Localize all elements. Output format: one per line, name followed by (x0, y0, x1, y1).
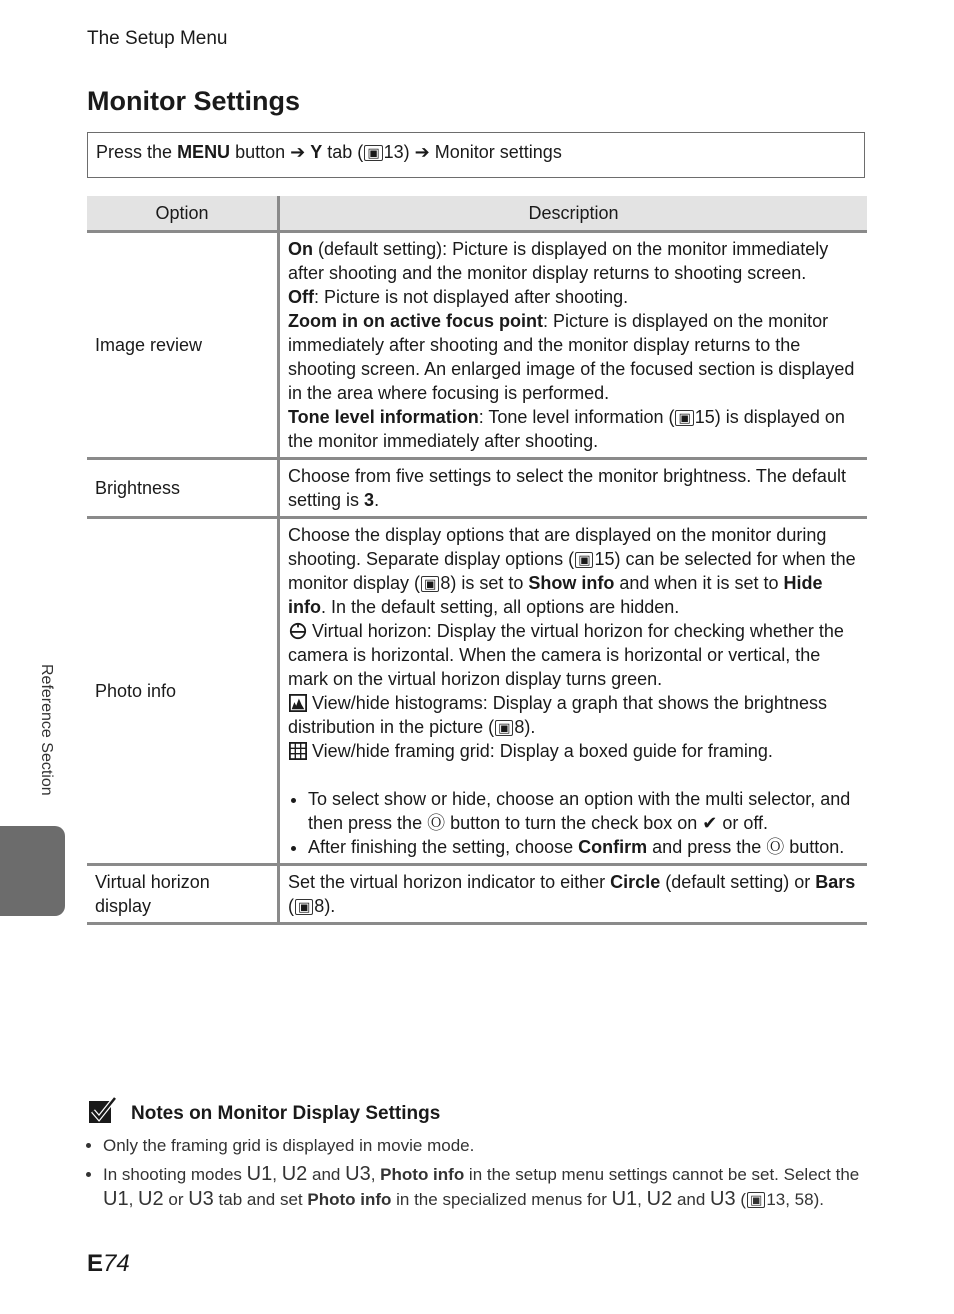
text-framing-grid: : Display a boxed guide for framing. (489, 741, 773, 761)
label-virtual-horizon: Virtual horizon (312, 621, 427, 641)
description-brightness (279, 459, 868, 518)
book-reference-icon: ▣ (364, 145, 382, 161)
virtual-horizon-icon (288, 622, 308, 640)
text-histograms-a: : Display a graph that shows the brightness distribution in the picture ( (288, 693, 827, 737)
mode-u2-icon: U2 (646, 1188, 673, 1210)
option-virtual-horizon-display: Virtual horizon display (87, 865, 279, 924)
description-image-review (279, 232, 868, 459)
framing-grid-icon (288, 742, 308, 760)
options-table (87, 196, 867, 925)
header-option: Option (87, 196, 279, 232)
mode-u3-icon: U3 (345, 1163, 371, 1185)
text-intro-e: . In the default setting, all options are hidden. (321, 597, 680, 617)
label-show-info: Show info (528, 573, 615, 593)
list-item: • After finishing the setting, choose Confirm and press the Ⓞ button. (308, 835, 859, 859)
book-reference-icon: ▣ (675, 410, 693, 426)
mode-u1-icon: U1 (246, 1163, 273, 1185)
reference-e-icon: E (87, 1250, 104, 1277)
list-item: • In shooting modes U1, U2 and U3, Photo info in the setup menu settings cannot be set. Select the U1, U2 or U3 tab and set Photo info in the specialized menus for U1, U2 and U3 ( ▣ 13, 58). (103, 1162, 867, 1212)
note-check-icon (88, 1096, 118, 1126)
arrow-icon: ➔ (290, 142, 306, 162)
text-on: (default setting): Picture is displayed on the monitor immediately after shooting and the monitor display returns to shooting screen. (288, 239, 829, 283)
mode-u3-icon: U3 (188, 1188, 214, 1210)
nav-ref-page: 13 (383, 142, 404, 162)
table-row-photo-info (87, 518, 867, 865)
label-zoom: Zoom in on active focus point (288, 311, 544, 331)
label-off: Off (288, 287, 314, 307)
nav-destination: Monitor settings (434, 142, 562, 162)
arrow-icon: ➔ (414, 142, 430, 162)
nav-prefix: Press the (96, 142, 173, 162)
label-tone: Tone level information (288, 407, 479, 427)
text-histograms-b: ). (524, 717, 536, 737)
book-reference-icon: ▣ (495, 720, 513, 736)
label-bars: Bars (815, 872, 856, 892)
histogram-icon (288, 694, 308, 712)
mode-u1-icon: U1 (103, 1188, 129, 1210)
section-tab-label: Reference Section (38, 664, 55, 796)
text-virtual-horizon: : Display the virtual horizon for checking whether the camera is horizontal. When the camera is horizontal or vertical, the mark on the virtual horizon display turns green. (288, 621, 844, 689)
list-item: • Only the framing grid is displayed in movie mode. (103, 1134, 867, 1158)
section-header: The Setup Menu (87, 28, 228, 49)
table-row-brightness (87, 459, 867, 518)
label-circle: Circle (610, 872, 661, 892)
text-intro-c: ) is set to (450, 573, 529, 593)
ref-intro-1: 15 (594, 549, 615, 569)
text-off: : Picture is not displayed after shooting. (314, 287, 629, 307)
label-on: On (288, 239, 313, 259)
mode-u2-icon: U2 (281, 1163, 308, 1185)
ok-button-icon: Ⓞ (427, 813, 446, 833)
mode-u3-icon: U3 (710, 1188, 736, 1210)
section-tab (0, 826, 65, 916)
setup-tab-icon: Y (310, 142, 323, 162)
text-tone-b: ) is displayed on the monitor immediately after shooting. (288, 407, 845, 451)
book-reference-icon: ▣ (421, 576, 439, 592)
page-number (87, 1250, 130, 1278)
mode-u2-icon: U2 (138, 1188, 164, 1210)
ref-intro-2: 8 (440, 573, 451, 593)
text-intro-a: Choose the display options that are displayed on the monitor during shooting. Separate display options ( (288, 525, 827, 569)
photo-info-bullets (288, 787, 859, 859)
notes-title: Notes on Monitor Display Settings (131, 1103, 441, 1124)
page-number-value: 74 (103, 1250, 130, 1277)
description-virtual-horizon-display: Set the virtual horizon indicator to either Circle (default setting) or Bars ( ▣ 8). (279, 865, 868, 924)
book-reference-icon: ▣ (295, 899, 313, 915)
option-brightness: Brightness (87, 459, 279, 518)
ref-tone: 15 (694, 407, 715, 427)
brightness-default: 3 (364, 490, 375, 510)
nav-button-word: button (235, 142, 286, 162)
nav-close-paren: ) (403, 142, 410, 162)
page-title: Monitor Settings (87, 86, 300, 116)
text-brightness: Choose from five settings to select the monitor brightness. The default setting is (288, 466, 846, 510)
text-tone-a: : Tone level information ( (478, 407, 675, 427)
label-framing-grid: View/hide framing grid (312, 741, 490, 761)
checkmark-icon: ✔ (702, 813, 718, 833)
text-intro-d: and when it is set to (614, 573, 784, 593)
description-photo-info (279, 518, 868, 865)
text-zoom: : Picture is displayed on the monitor immediately after shooting and the monitor display returns to the shooting screen. An enlarged image of the focused section is displayed in the area where focusing is performed. (288, 311, 855, 403)
label-hide-info: Hide info (288, 573, 823, 617)
nav-tab-word: tab ( (327, 142, 364, 162)
header-description: Description (279, 196, 868, 232)
label-confirm: Confirm (578, 837, 648, 857)
navigation-path-box (87, 132, 865, 178)
ref-histograms: 8 (514, 717, 525, 737)
menu-button-symbol: MENU (177, 142, 231, 162)
label-histograms: View/hide histograms (312, 693, 483, 713)
book-reference-icon: ▣ (747, 1192, 765, 1208)
ref-vh-display: 8 (314, 896, 325, 916)
text-end: . (374, 490, 380, 510)
text-intro-b: ) can be selected for when the monitor display ( (288, 549, 856, 593)
table-header-row (87, 196, 867, 232)
option-image-review: Image review (87, 232, 279, 459)
option-photo-info: Photo info (87, 518, 279, 865)
table-row-image-review (87, 232, 867, 459)
notes-list (87, 1134, 867, 1216)
table-row-virtual-horizon-display (87, 865, 867, 924)
mode-u1-icon: U1 (611, 1188, 638, 1210)
ok-button-icon: Ⓞ (766, 837, 785, 857)
list-item: • To select show or hide, choose an option with the multi selector, and then press the Ⓞ button to turn the check box on ✔ or off. (308, 787, 859, 835)
book-reference-icon: ▣ (575, 552, 593, 568)
